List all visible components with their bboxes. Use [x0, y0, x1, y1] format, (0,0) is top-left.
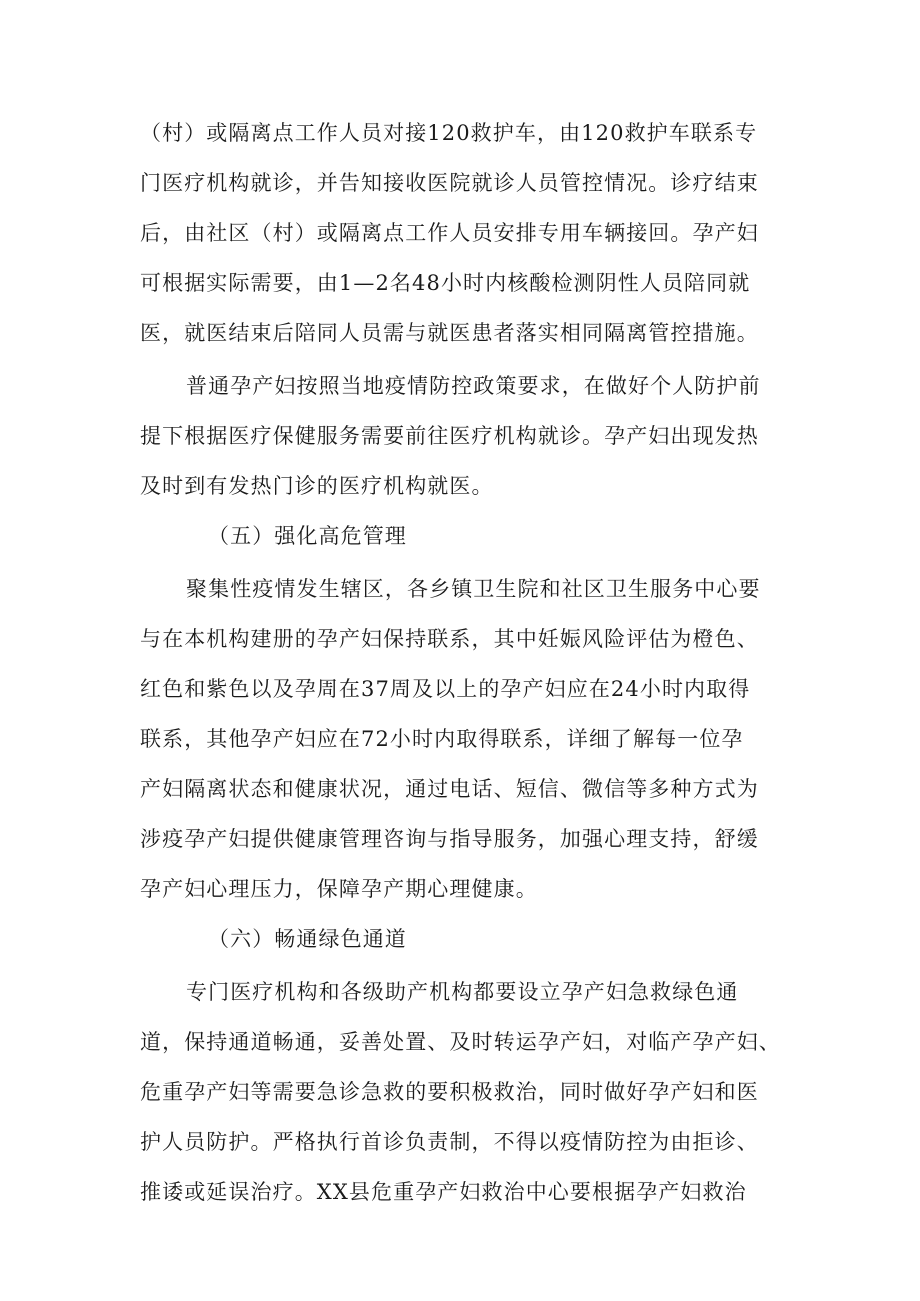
paragraph-line: 推诿或延误治疗。XX县危重孕产妇救治中心要根据孕产妇救治	[140, 1180, 747, 1204]
paragraph-line: 联系，其他孕产妇应在72小时内取得联系，详细了解每一位孕	[140, 727, 744, 751]
paragraph-line: 孕产妇心理压力，保障孕产期心理健康。	[140, 877, 538, 901]
paragraph-line: 专门医疗机构和各级助产机构都要设立孕产妇急救绿色通	[186, 980, 739, 1004]
paragraph-line: 提下根据医疗保健服务需要前往医疗机构就诊。孕产妇出现发热	[140, 424, 759, 448]
paragraph-line: 红色和紫色以及孕周在37周及以上的孕产妇应在24小时内取得	[140, 677, 751, 701]
paragraph-line: 危重孕产妇等需要急诊急救的要积极救治，同时做好孕产妇和医	[140, 1080, 759, 1104]
paragraph-line: 及时到有发热门诊的医疗机构就医。	[140, 474, 494, 498]
paragraph-line: 护人员防护。严格执行首诊负责制，不得以疫情防控为由拒诊、	[140, 1130, 759, 1154]
paragraph-line: 医，就医结束后陪同人员需与就医患者落实相同隔离管控措施。	[140, 321, 759, 345]
paragraph-line: 后，由社区（村）或隔离点工作人员安排专用车辆接回。孕产妇	[140, 221, 759, 245]
paragraph-line: 产妇隔离状态和健康状况，通过电话、短信、微信等多种方式为	[140, 777, 759, 801]
paragraph-line: 涉疫孕产妇提供健康管理咨询与指导服务，加强心理支持，舒缓	[140, 827, 759, 851]
paragraph-line: 与在本机构建册的孕产妇保持联系，其中妊娠风险评估为橙色、	[140, 627, 759, 651]
paragraph-line: 道，保持通道畅通，妥善处置、及时转运孕产妇，对临产孕产妇、	[140, 1030, 781, 1054]
section-heading: （六）畅通绿色通道	[208, 927, 407, 951]
paragraph-line: 可根据实际需要，由1—2名48小时内核酸检测阴性人员陪同就	[140, 271, 751, 295]
section-heading: （五）强化高危管理	[208, 524, 407, 548]
paragraph-line: 聚集性疫情发生辖区，各乡镇卫生院和社区卫生服务中心要	[186, 577, 761, 601]
paragraph-line: 普通孕产妇按照当地疫情防控政策要求，在做好个人防护前	[186, 374, 761, 398]
paragraph-line: （村）或隔离点工作人员对接120救护车，由120救护车联系专	[140, 121, 758, 145]
paragraph-line: 门医疗机构就诊，并告知接收医院就诊人员管控情况。诊疗结束	[140, 171, 759, 195]
